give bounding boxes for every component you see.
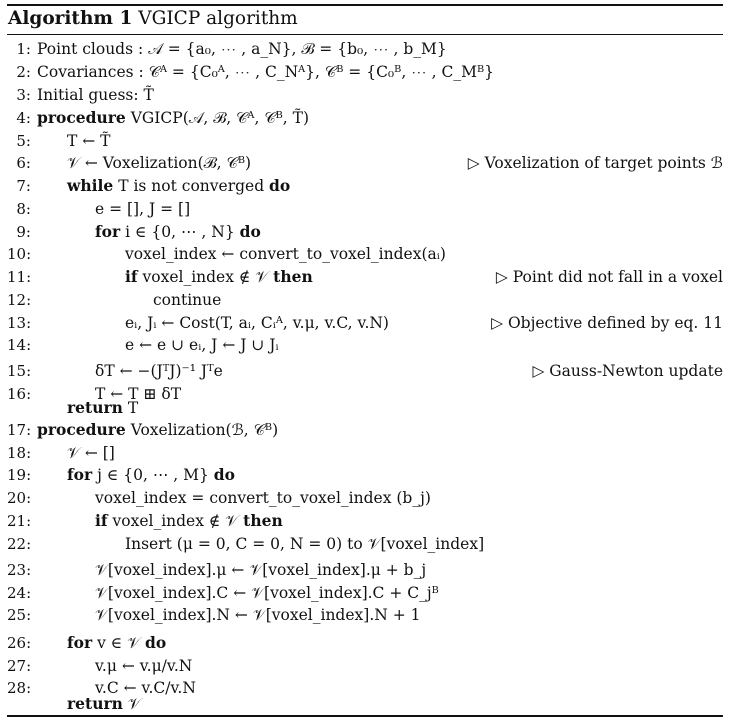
- line-code: continue: [153, 291, 222, 309]
- line-code: for v ∈ 𝒱 do: [67, 633, 167, 652]
- line-code: 𝒱[voxel_index].μ ← 𝒱[voxel_index].μ + b_j: [95, 561, 427, 579]
- line-number: 24:: [7, 584, 32, 602]
- line-code: if voxel_index ∉ 𝒱 then: [95, 511, 283, 530]
- line-number: 14:: [7, 336, 32, 354]
- algo-line-14: [7, 334, 723, 356]
- line-number: 25:: [7, 606, 32, 624]
- line-number: 20:: [7, 489, 32, 507]
- line-code: if voxel_index ∉ 𝒱 then: [125, 267, 313, 286]
- algo-return-vgicp: [7, 397, 723, 419]
- line-code: eᵢ, Jᵢ ← Cost(T, aᵢ, Cᵢᴬ, v.μ, v.C, v.N): [125, 314, 389, 332]
- line-code: voxel_index = convert_to_voxel_index (b_j): [95, 489, 431, 507]
- line-number: 17:: [7, 421, 32, 439]
- line-code: voxel_index ← convert_to_voxel_index(aᵢ): [125, 245, 446, 263]
- line-number: 6:: [16, 154, 31, 172]
- line-code: 𝒱 ← Voxelization(ℬ, 𝒞ᴮ): [67, 154, 252, 172]
- line-code: procedure Voxelization(ℬ, 𝒞ᴮ): [37, 420, 279, 439]
- line-number: 18:: [7, 444, 32, 462]
- line-number: 28:: [7, 679, 32, 697]
- algo-line-11: [7, 266, 723, 288]
- algo-line-23: [7, 559, 723, 581]
- algo-line-20: [7, 487, 723, 509]
- algo-line-10: [7, 243, 723, 265]
- line-code: 𝒱[voxel_index].C ← 𝒱[voxel_index].C + C_jᴮ: [95, 584, 439, 602]
- line-code: 𝒱 ← []: [67, 444, 115, 462]
- line-number: 19:: [7, 466, 32, 484]
- algo-line-19: [7, 464, 723, 486]
- line-code: T ← T̃: [67, 132, 111, 150]
- line-code: Point clouds : 𝒜 = {a₀, ⋯ , a_N}, ℬ = {b₀, ⋯ , b_M}: [37, 40, 447, 58]
- algorithm-caption: [8, 7, 298, 31]
- line-code: Insert (μ = 0, C = 0, N = 0) to 𝒱[voxel_index]: [125, 535, 485, 553]
- line-number: 2:: [16, 63, 31, 81]
- line-number: 3:: [16, 86, 31, 104]
- algo-line-6: [7, 152, 723, 174]
- line-comment: ▷ Objective defined by eq. 11: [491, 314, 723, 332]
- line-number: 26:: [7, 634, 32, 652]
- line-comment: ▷ Gauss-Newton update: [532, 362, 723, 380]
- algorithm-box: [7, 0, 723, 720]
- line-number: 21:: [7, 512, 32, 530]
- line-number: 15:: [7, 362, 32, 380]
- algo-line-12: [7, 289, 723, 311]
- algo-line-5: [7, 130, 723, 152]
- algo-line-24: [7, 582, 723, 604]
- line-code: return 𝒱: [67, 694, 141, 713]
- algo-return-voxelization: [7, 693, 723, 715]
- line-number: 13:: [7, 314, 32, 332]
- line-code: v.C ← v.C/v.N: [95, 679, 196, 697]
- algo-line-25: [7, 604, 723, 626]
- line-number: 10:: [7, 245, 32, 263]
- line-code: return T: [67, 398, 139, 417]
- algo-line-21: [7, 510, 723, 532]
- line-code: while T is not converged do: [67, 176, 291, 195]
- algo-line-9: [7, 221, 723, 243]
- algo-line-15: [7, 360, 723, 382]
- line-code: v.μ ← v.μ/v.N: [95, 657, 193, 675]
- line-code: e = [], J = []: [95, 200, 191, 218]
- caption-title: VGICP algorithm: [138, 8, 298, 29]
- line-number: 22:: [7, 535, 32, 553]
- line-code: for i ∈ {0, ⋯ , N} do: [95, 222, 261, 241]
- line-number: 4:: [16, 109, 31, 127]
- algo-line-26: [7, 632, 723, 654]
- line-comment: ▷ Voxelization of target points ℬ: [467, 154, 723, 172]
- algo-line-1: [7, 38, 723, 60]
- line-code: T ← T ⊞ δT: [95, 385, 182, 403]
- line-code: Initial guess: T̃: [37, 86, 154, 104]
- algo-line-17: [7, 419, 723, 441]
- line-code: procedure VGICP(𝒜, ℬ, 𝒞ᴬ, 𝒞ᴮ, T̃): [37, 108, 310, 127]
- line-number: 23:: [7, 561, 32, 579]
- line-number: 16:: [7, 385, 32, 403]
- line-comment: ▷ Point did not fall in a voxel: [495, 268, 723, 286]
- algo-line-3: [7, 84, 723, 106]
- algo-line-7: [7, 175, 723, 197]
- line-number: 11:: [7, 268, 32, 286]
- caption-label: Algorithm 1: [8, 8, 133, 29]
- line-number: 1:: [16, 40, 31, 58]
- line-code: 𝒱[voxel_index].N ← 𝒱[voxel_index].N + 1: [95, 606, 421, 624]
- algo-line-13: [7, 312, 723, 334]
- line-number: 7:: [16, 177, 31, 195]
- line-number: 27:: [7, 657, 32, 675]
- line-number: 12:: [7, 291, 32, 309]
- line-code: e ← e ∪ eᵢ, J ← J ∪ Jᵢ: [125, 336, 279, 354]
- algo-line-4: [7, 107, 723, 129]
- line-code: for j ∈ {0, ⋯ , M} do: [67, 465, 235, 484]
- line-code: Covariances : 𝒞ᴬ = {C₀ᴬ, ⋯ , C_Nᴬ}, 𝒞ᴮ = {C₀ᴮ, ⋯ , C_Mᴮ}: [37, 63, 494, 81]
- bottom-rule: [7, 715, 723, 717]
- algo-line-8: [7, 198, 723, 220]
- line-code: δT ← −(JᵀJ)⁻¹ Jᵀe: [95, 362, 223, 380]
- line-number: 5:: [16, 132, 31, 150]
- line-number: 9:: [16, 223, 31, 241]
- algo-line-22: [7, 533, 723, 555]
- top-rule: [7, 4, 723, 6]
- algo-line-2: [7, 61, 723, 83]
- algo-line-27: [7, 655, 723, 677]
- caption-rule: [7, 34, 723, 35]
- line-number: 8:: [16, 200, 31, 218]
- algo-line-18: [7, 442, 723, 464]
